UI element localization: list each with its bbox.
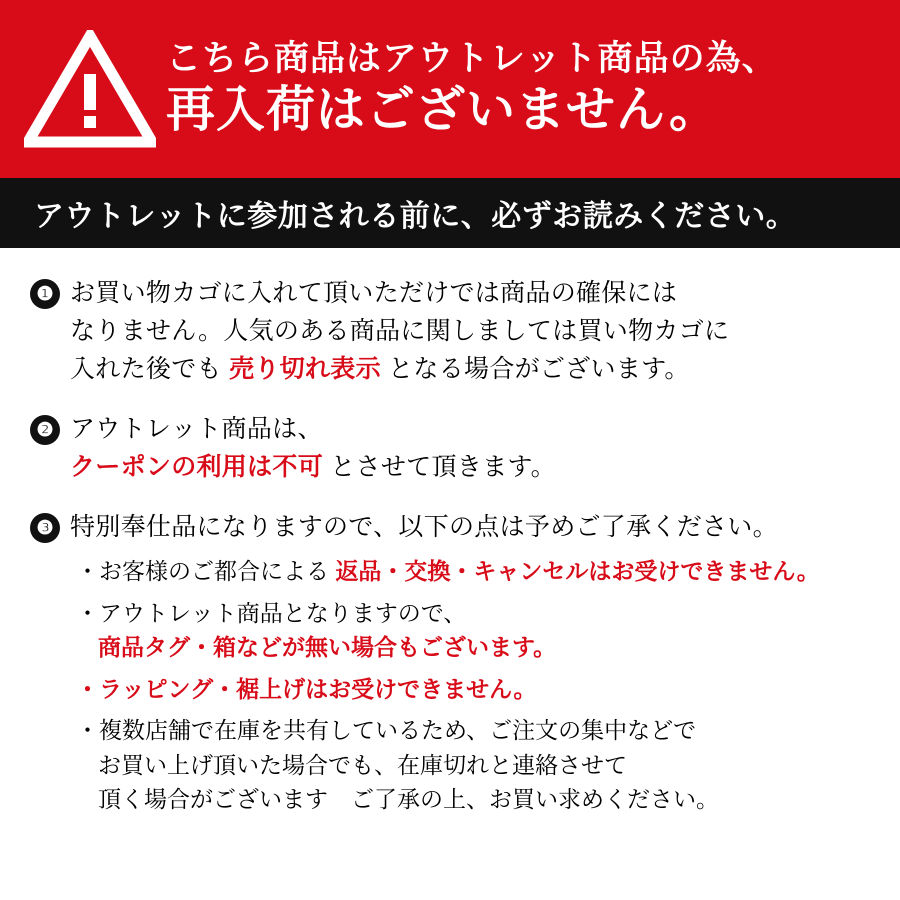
item-line <box>70 312 729 350</box>
sub-list-item <box>76 554 876 589</box>
text-run: ・アウトレット商品となりますので、 <box>76 599 467 626</box>
item-number-badge: ❷ <box>30 415 60 445</box>
subheading-text: アウトレットに参加される前に、必ずお読みください。 <box>34 200 797 233</box>
sub-item-line <box>76 630 876 665</box>
text-run: アウトレット商品は、 <box>70 415 323 443</box>
banner-text-block <box>166 40 778 138</box>
sub-item-line <box>76 672 876 707</box>
sub-item-line <box>76 748 876 783</box>
text-run-emphasis: クーポンの利用は不可 <box>70 453 324 481</box>
warning-banner <box>0 0 900 178</box>
sub-list-item <box>76 672 876 707</box>
text-run-emphasis: ・ラッピング・裾上げはお受けできません。 <box>76 675 537 702</box>
list-item <box>30 410 876 486</box>
notice-content <box>0 248 900 817</box>
sub-item-line <box>76 596 876 631</box>
banner-line-2: 再入荷はございません。 <box>166 83 719 138</box>
text-run: となる場合がございます。 <box>388 355 690 383</box>
text-run: ・お客様のご都合による <box>76 558 329 584</box>
sub-item-line <box>76 782 876 817</box>
list-item <box>30 274 876 388</box>
item-line <box>70 410 556 448</box>
text-run: なりません。人気のある商品に関しましては買い物カゴに <box>70 317 730 345</box>
text-run: お買い上げ頂いた場合でも、在庫切れと連絡させて <box>98 751 627 778</box>
item-line <box>70 448 556 486</box>
item-number-badge: ❶ <box>30 279 60 309</box>
sub-list-item <box>76 713 876 817</box>
text-run: とさせて頂きます。 <box>330 453 556 481</box>
text-run: 特別奉仕品になりますので、以下の点は予めご了承ください。 <box>70 513 778 541</box>
text-run-emphasis: 商品タグ・箱などが無い場合もございます。 <box>98 634 557 660</box>
sub-list-item <box>76 596 876 665</box>
item-text <box>70 410 556 486</box>
text-run-emphasis: 返品・交換・キャンセルはお受けできません。 <box>335 558 820 584</box>
sub-notice-list <box>76 554 876 817</box>
text-run: 頂く場合がございます ご了承の上、お買い求めください。 <box>98 786 719 812</box>
subheading-strip <box>0 178 900 248</box>
item-line <box>70 274 729 312</box>
text-run: お買い物カゴに入れて頂いただけでは商品の確保には <box>70 279 678 307</box>
sub-item-line <box>76 713 876 748</box>
item-line <box>70 350 729 388</box>
text-run: 入れた後でも <box>70 355 222 383</box>
item-line <box>70 508 778 546</box>
list-item <box>30 508 876 546</box>
warning-triangle-icon <box>24 30 156 148</box>
item-number-badge: ❸ <box>30 513 60 543</box>
item-text <box>70 274 729 388</box>
text-run-emphasis: 売り切れ表示 <box>229 355 381 383</box>
item-text <box>70 508 778 546</box>
text-run: ・複数店舗で在庫を共有しているため、ご注文の集中などで <box>76 717 697 743</box>
banner-line-1: こちら商品はアウトレット商品の為、 <box>166 38 778 78</box>
sub-item-line <box>76 554 876 589</box>
